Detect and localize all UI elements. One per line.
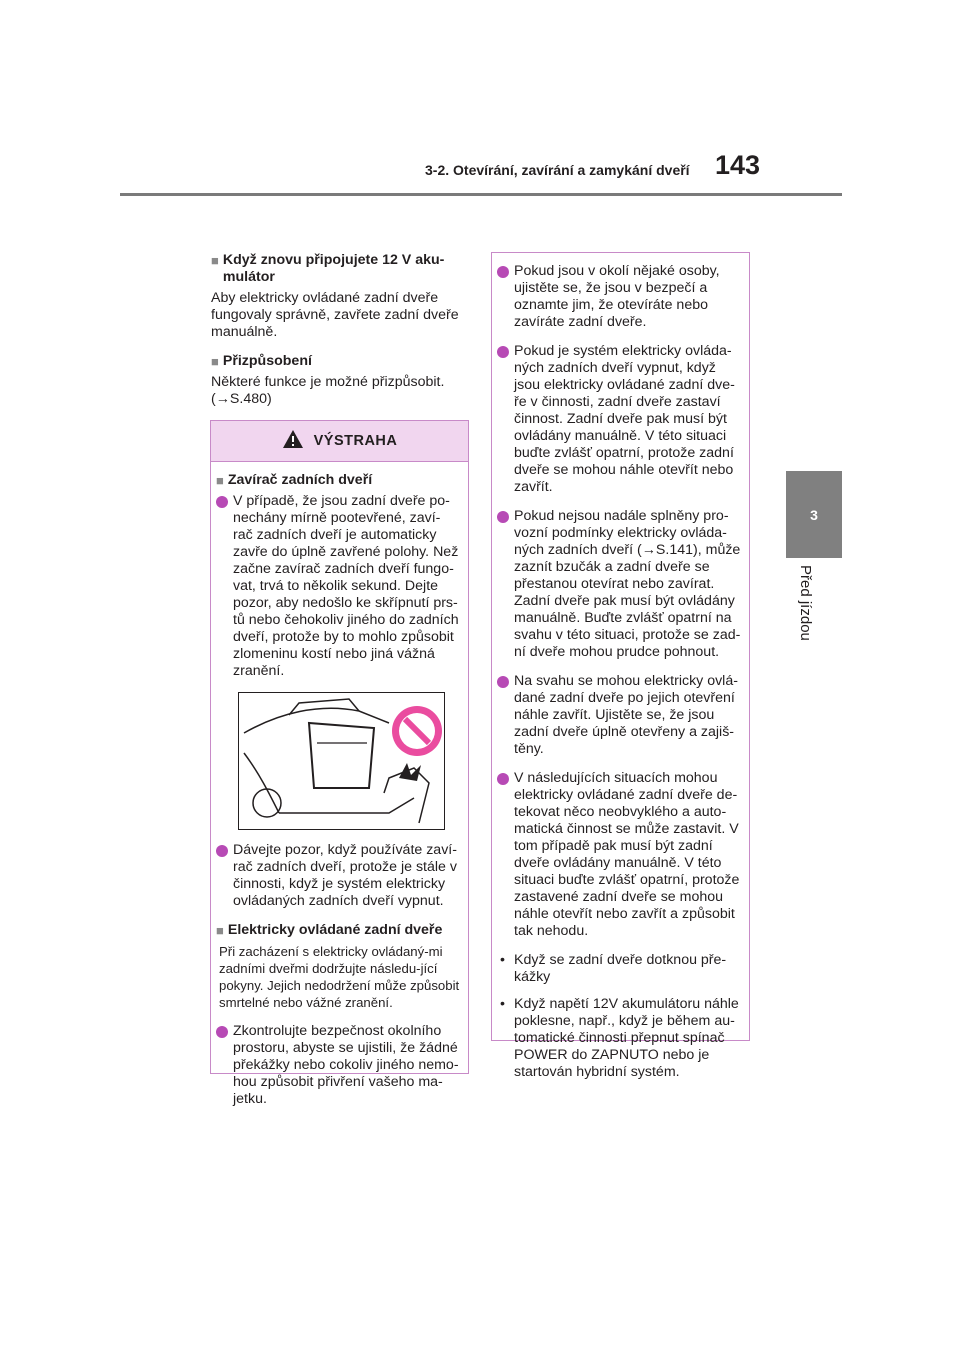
small-bullet-icon: • [500, 952, 505, 968]
warning-heading: VÝSTRAHA [313, 433, 398, 449]
warning-triangle-icon [282, 429, 304, 453]
custom-section-title: ■ Přizpůsobení [211, 353, 312, 369]
list-item: V případě, že jsou zadní dveře po-nechány mírně pootevřené, zaví-rač zadních dveří je automaticky zavře do úplně zavřené polohy. Než začne zavírač zadních dveří fungo-vat, trvá to několik sekund. Dejte pozor, aby nedošlo ke skřípnutí prs-tů nebo čehokoliv jiného do zadních dveří, protože by to mohlo způsobit zlomeninu kostí nebo jiná vážná zranění. [216, 493, 460, 680]
battery-text: Aby elektricky ovládané zadní dveře fungovaly správně, zavřete zadní dveře manuálně. [211, 290, 459, 340]
square-bullet-icon: ■ [211, 354, 219, 369]
bullet-dot-icon [216, 845, 228, 857]
warning-box [210, 420, 469, 1107]
chapter-tab [786, 471, 842, 558]
left-intro [211, 252, 469, 420]
square-bullet-icon: ■ [216, 473, 224, 488]
list-item: Zkontrolujte bezpečnost okolního prostoru, abyste se ujistili, že žádné překážky nebo cokoliv jiného nemo-hou způsobit přivření vašeho ma-jetku. [216, 1023, 460, 1108]
bullet-dot-icon [497, 511, 509, 523]
header-divider [120, 193, 842, 196]
bullet-dot-icon [216, 1026, 228, 1038]
bullet-dot-icon [497, 266, 509, 278]
chapter-label: Před jízdou [797, 565, 814, 641]
bullet-dot-icon [497, 773, 509, 785]
battery-section-title: ■ Když znovu připojujete 12 V aku-mulátor [211, 252, 445, 285]
bullet-dot-icon [497, 346, 509, 358]
power-text: Při zacházení s elektricky ovládaný-mi zadními dveřmi dodržujte následu-jící pokyny. Jejich nedodržení může způsobit smrtelné nebo vážné zranění. [219, 944, 460, 1010]
bullet-dot-icon [497, 676, 509, 688]
list-item: Dávejte pozor, když používáte zaví-rač zadních dveří, protože je stále v činnosti, když je systém elektricky ovládaných zadních dveří vypnut. [216, 842, 460, 910]
chapter-number: 3 [810, 506, 818, 523]
list-item: Na svahu se mohou elektricky ovlá-dané zadní dveře po jejich otevření náhle zavřít. Ujistěte se, že jsou zadní dveře úplně otevřeny a zajiš-těny. [497, 673, 741, 758]
section-header-title: 3-2. Otevírání, zavírání a zamykání dveří [425, 162, 690, 178]
page-number: 143 [715, 150, 761, 180]
list-item: Pokud je systém elektricky ovláda-ných zadních dveří vypnut, když jsou elektricky ovládané zadní dve-ře v činnosti, zadní dveře zastaví činnost. Zadní dveře pak musí být ovládány manuálně. V této situaci buďte zvlášť opatrní, protože zadní dveře se mohou náhle otevřít nebo zavřít. [497, 343, 741, 496]
list-item: Pokud jsou v okolí nějaké osoby, ujistěte se, že jsou v bezpečí a oznamte jim, že otevíráte nebo zavíráte zadní dveře. [497, 263, 741, 331]
warning-continued-box [491, 252, 750, 1080]
warning-header [211, 421, 468, 462]
bullet-dot-icon [216, 496, 228, 508]
sub-list-item: • Když napětí 12V akumulátoru náhle poklesne, např., když je během au-tomatické činnosti přepnut spínač POWER do ZAPNUTO nebo je startován hybridní systém. [500, 996, 739, 1080]
small-bullet-icon: • [500, 996, 505, 1012]
sub-list-item: • Když se zadní dveře dotknou pře-kážky [500, 952, 727, 985]
custom-text: Některé funkce je možné přizpůsobit. (→S.480) [211, 374, 445, 407]
tailgate-pinch-illustration [238, 692, 445, 830]
square-bullet-icon: ■ [211, 253, 219, 268]
closer-section-title: ■ Zavírač zadních dveří [216, 472, 373, 488]
list-item: Pokud nejsou nadále splněny pro-vozní podmínky elektricky ovláda-ných zadních dveří (→S.141), může zaznít bzučák a zadní dveře se přestanou otevírat nebo zavírat. Zadní dveře pak musí být ovládány manuálně. Buďte zvlášť opatrní na svahu v této situaci, protože se zad-ní dveře mohou prudce pohnout. [497, 508, 741, 661]
square-bullet-icon: ■ [216, 923, 224, 938]
power-section-title: ■ Elektricky ovládané zadní dveře [216, 922, 443, 938]
list-item: V následujících situacích mohou elektricky ovládané zadní dveře de-tekovat něco neobvyklého a auto-matická činnost se může zastavit. V tom případě pak musí být zadní dveře ovládány manuálně. V této situaci buďte zvlášť opatrní, protože zastavené zadní dveře se mohou náhle otevřít nebo zavřít a způsobit tak nehodu. [497, 770, 741, 940]
